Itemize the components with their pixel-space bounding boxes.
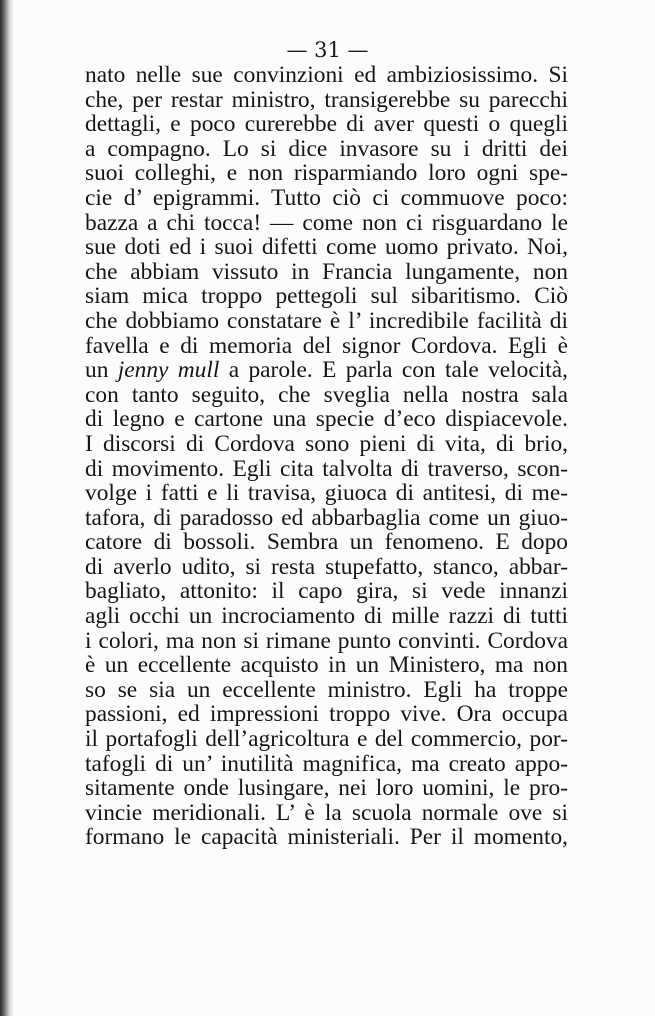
text-fragment: a parole. E parla con tale velocità, <box>228 357 568 384</box>
text-line: so se sia un eccellente ministro. Egli ha troppe <box>85 676 568 703</box>
text-line: che dobbiamo constatare è l’ incredibile facilità di <box>85 307 568 334</box>
text-line: che abbiam vissuto in Francia lungamente, non <box>85 258 568 285</box>
text-line: il portafogli dell’agricoltura e del commercio, por- <box>85 726 568 753</box>
text-line: favella e di memoria del signor Cordova. Egli è <box>85 332 568 359</box>
text-fragment: un <box>85 357 109 384</box>
text-line: volge i fatti e li travisa, giuoca di antitesi, di me- <box>85 480 568 507</box>
body-text <box>85 63 568 850</box>
italic-term: jenny mull <box>117 357 220 384</box>
text-line: sue doti ed i suoi difetti come uomo privato. Noi, <box>85 234 568 261</box>
text-line: con tanto seguito, che sveglia nella nostra sala <box>85 381 568 408</box>
text-line: catore di bossoli. Sembra un fenomeno. E dopo <box>85 529 568 556</box>
text-line: formano le capacità ministeriali. Per il momento, <box>85 824 568 851</box>
text-line-with-italic <box>85 358 568 383</box>
text-line: a compagno. Lo si dice invasore su i dritti dei <box>85 135 568 162</box>
binding-shadow <box>0 0 14 1016</box>
text-line: agli occhi un incrociamento di mille razzi di tutti <box>85 603 568 630</box>
text-line: i colori, ma non si rimane punto convinti. Cordova <box>85 627 568 654</box>
text-line: nato nelle sue convinzioni ed ambiziosissimo. Si <box>85 62 568 88</box>
text-line: di averlo udito, si resta stupefatto, stanco, abbar- <box>85 553 568 580</box>
text-line: bazza a chi tocca! — come non ci risguardano le <box>85 209 568 236</box>
text-line: passioni, ed impressioni troppo vive. Ora occupa <box>85 701 568 728</box>
text-line: vincie meridionali. L’ è la scuola normale ove si <box>85 799 568 826</box>
text-line: è un eccellente acquisto in un Ministero, ma non <box>85 652 568 679</box>
text-line: siam mica troppo pettegoli sul sibaritismo. Ciò <box>85 283 568 310</box>
text-line: di movimento. Egli cita talvolta di traverso, scon- <box>85 455 568 482</box>
text-line: dettagli, e poco curerebbe di aver questi o quegli <box>85 111 568 138</box>
page-number: — 31 — <box>286 38 369 62</box>
text-line: cie d’ epigrammi. Tutto ciò ci commuove poco: <box>85 184 568 211</box>
text-line: tafogli di un’ inutilità magnifica, ma creato appo- <box>85 750 568 777</box>
text-line: che, per restar ministro, transigerebbe su parecchi <box>85 86 568 113</box>
text-line: di legno e cartone una specie d’eco dispiacevole. <box>85 406 568 433</box>
text-line: suoi colleghi, e non risparmiando loro ogni spe- <box>85 160 568 187</box>
text-line: sitamente onde lusingare, nei loro uomini, le pro- <box>85 775 568 802</box>
text-line: bagliato, attonito: il capo gira, si vede innanzi <box>85 578 568 605</box>
text-line: I discorsi di Cordova sono pieni di vita, di brio, <box>85 430 568 457</box>
text-line: tafora, di paradosso ed abbarbaglia come un giuo- <box>85 504 568 531</box>
